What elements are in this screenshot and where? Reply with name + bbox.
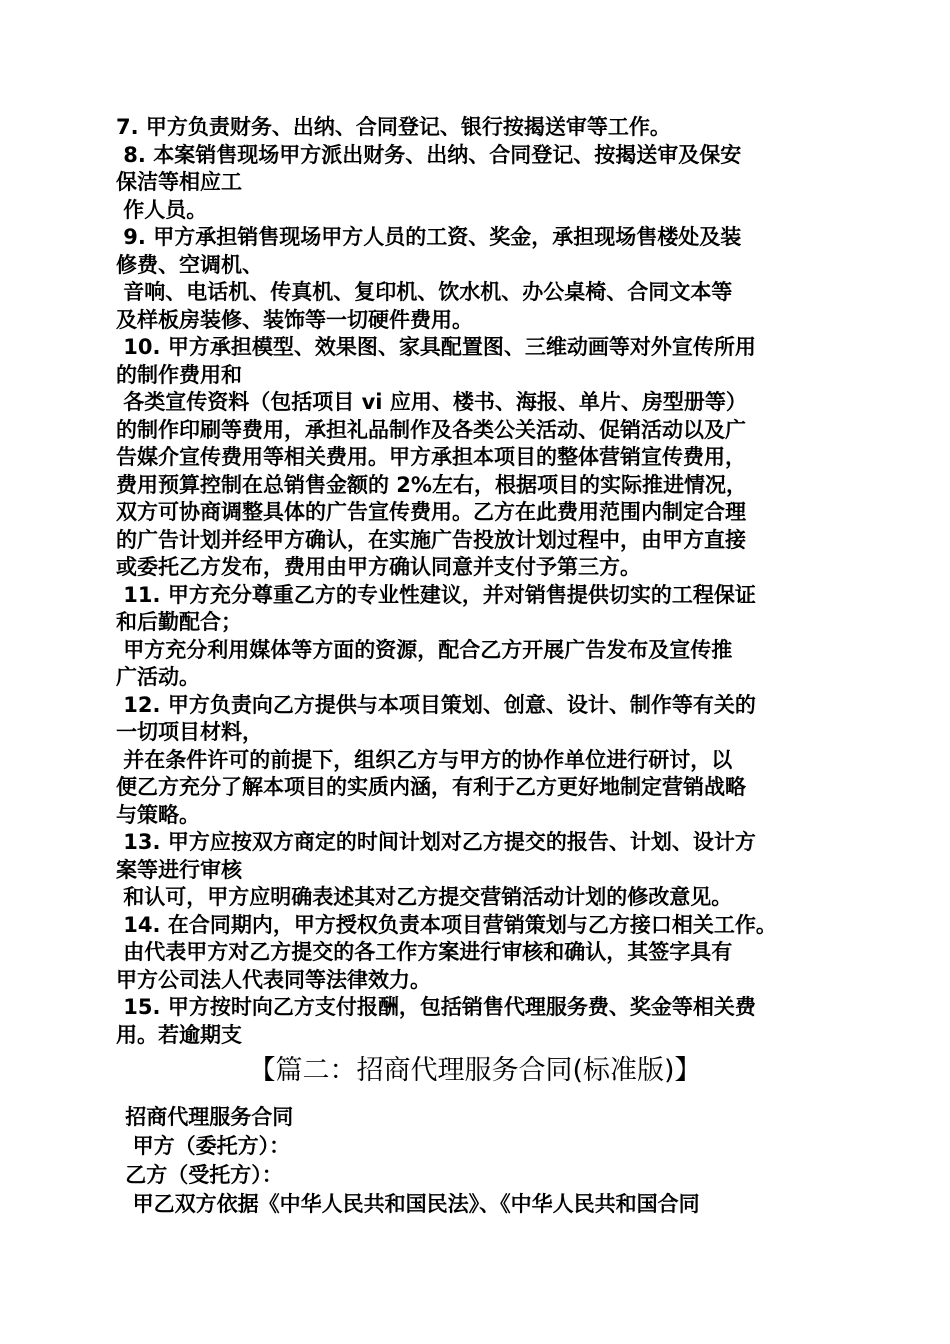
clause-text-line: 广活动。 <box>116 665 200 689</box>
contract-text-line: 甲方（委托方）： <box>118 1134 291 1158</box>
clause-text-line: 保洁等相应工 <box>116 170 242 194</box>
clause-text-line: 7. 甲方负责财务、出纳、合同登记、银行按揭送审等工作。 <box>116 115 671 139</box>
contract-clauses <box>116 114 844 1049</box>
clause-text-line: 11. 甲方充分尊重乙方的专业性建议，并对销售提供切实的工程保证 <box>116 582 756 607</box>
clause-text-line: 与策略。 <box>116 802 200 827</box>
clause-text-line: 并在条件许可的前提下，组织乙方与甲方的协作单位进行研讨，以 <box>116 747 733 772</box>
clause-text-line: 的制作费用和 <box>116 362 242 387</box>
clause-text-line: 和后勤配合； <box>116 610 242 634</box>
clause-text-line: 双方可协商调整具体的广告宣传费用。乙方在此费用范围内制定合理 <box>116 500 746 524</box>
clause-text-line: 告媒介宣传费用等相关费用。甲方承担本项目的整体营销宣传费用， <box>116 445 746 469</box>
clause-text-line: 或委托乙方发布，费用由甲方确认同意并支付予第三方。 <box>116 555 641 579</box>
clause-text-line: 8. 本案销售现场甲方派出财务、出纳、合同登记、按揭送审及保安 <box>116 142 742 167</box>
clause-text-line: 14. 在合同期内，甲方授权负责本项目营销策划与乙方接口相关工作。 <box>116 912 777 937</box>
clause-text-line: 12. 甲方负责向乙方提供与本项目策划、创意、设计、制作等有关的 <box>116 692 756 717</box>
contract-text-line: 甲乙双方依据《中华人民共和国民法》、《中华人民共和国合同 <box>118 1192 700 1216</box>
clause-text-line: 修费、空调机、 <box>116 252 263 277</box>
clause-text-line: 及样板房装修、装饰等一切硬件费用。 <box>116 307 473 332</box>
clause-text-line: 的制作印刷等费用，承担礼品制作及各类公关活动、促销活动以及广 <box>116 417 746 442</box>
clause-text-line: 费用预算控制在总销售金额的 2%左右，根据项目的实际推进情况， <box>116 472 747 497</box>
section-title: 【篇二：招商代理服务合同(标准版)】 <box>248 1055 702 1086</box>
clause-text-line: 和认可，甲方应明确表述其对乙方提交营销活动计划的修改意见。 <box>116 885 733 909</box>
clause-text-line: 甲方充分利用媒体等方面的资源，配合乙方开展广告发布及宣传推 <box>116 637 733 662</box>
clause-text-line: 9. 甲方承担销售现场甲方人员的工资、奖金，承担现场售楼处及装 <box>116 225 742 249</box>
clause-text-line: 的广告计划并经甲方确认，在实施广告投放计划过程中，由甲方直接 <box>116 527 746 552</box>
clause-text-line: 一切项目材料， <box>116 720 263 744</box>
clause-text-line: 案等进行审核 <box>116 857 242 882</box>
contract-text-line: 招商代理服务合同 <box>118 1105 294 1129</box>
clause-text-line: 15. 甲方按时向乙方支付报酬，包括销售代理服务费、奖金等相关费 <box>116 995 756 1019</box>
clause-text-line: 便乙方充分了解本项目的实质内涵，有利于乙方更好地制定营销战略 <box>116 775 746 799</box>
clause-text-line: 用。若逾期支 <box>116 1022 242 1047</box>
contract-header <box>118 1103 846 1219</box>
clause-text-line: 作人员。 <box>116 197 208 222</box>
clause-text-line: 甲方公司法人代表同等法律效力。 <box>116 967 431 992</box>
clause-text-line: 10. 甲方承担模型、效果图、家具配置图、三维动画等对外宣传所用 <box>116 335 756 359</box>
clause-text-line: 音响、电话机、传真机、复印机、饮水机、办公桌椅、合同文本等 <box>116 280 733 304</box>
contract-text-line: 乙方（受托方）： <box>118 1163 283 1187</box>
clause-text-line: 13. 甲方应按双方商定的时间计划对乙方提交的报告、计划、设计方 <box>116 830 756 854</box>
clause-text-line: 各类宣传资料（包括项目 vi 应用、楼书、海报、单片、房型册等） <box>116 390 747 414</box>
clause-text-line: 由代表甲方对乙方提交的各工作方案进行审核和确认，其签字具有 <box>116 940 733 964</box>
